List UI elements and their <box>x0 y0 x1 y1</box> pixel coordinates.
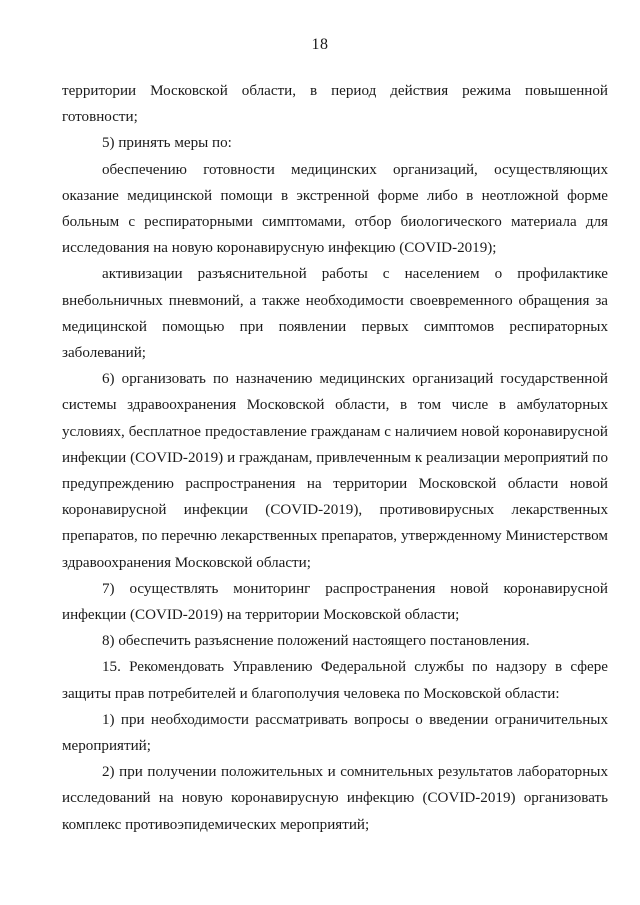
paragraph-explanatory-work: активизации разъяснительной работы с населением о профилактике внебольничных пневмоний, а также необходимости своевременного обращения за медицинской помощью при появлении первых симптомов респираторных заболеваний; <box>62 266 608 362</box>
paragraph-territory-continuation: территории Московской области, в период действия режима повышенной готовности; <box>62 83 608 126</box>
paragraph-section-15-item-1: 1) при необходимости рассматривать вопросы о введении ограничительных мероприятий; <box>62 711 608 755</box>
page-number: 18 <box>311 36 329 53</box>
paragraph-item-5: 5) принять меры по: <box>102 135 232 152</box>
paragraph-item-7: 7) осуществлять мониторинг распространения новой коронавирусной инфекции (COVID-2019) на территории Московской области; <box>62 580 608 624</box>
paragraph-medical-readiness: обеспечению готовности медицинских организаций, осуществляющих оказание медицинской помощи в экстренной форме либо в неотложной форме больным с респираторными симптомами, отбор биологического материала для исследования на новую коронавирусную инфекцию (COVID-2019); <box>62 161 608 257</box>
paragraph-item-8: 8) обеспечить разъяснение положений настоящего постановления. <box>102 633 530 650</box>
paragraph-section-15: 15. Рекомендовать Управлению Федеральной службы по надзору в сфере защиты прав потребителей и благополучия человека по Московской области: <box>62 659 608 702</box>
paragraph-section-15-item-2: 2) при получении положительных и сомнительных результатов лабораторных исследований на новую коронавирусную инфекцию (COVID-2019) организовать комплекс противоэпидемических мероприятий; <box>62 764 608 833</box>
document-body <box>62 78 608 838</box>
paragraph-item-6: 6) организовать по назначению медицинских организаций государственной системы здравоохранения Московской области, в том числе в амбулаторных условиях, бесплатное предоставление гражданам с наличием новой коронавирусной инфекции (COVID-2019) и гражданам, привлеченным к реализации мероприятий по предупреждению распространения на территории Московской области новой коронавирусной инфекции (COVID-2019), противовирусных лекарственных препаратов, по перечню лекарственных препаратов, утвержденному Министерством здравоохранения Московской области; <box>62 371 608 571</box>
